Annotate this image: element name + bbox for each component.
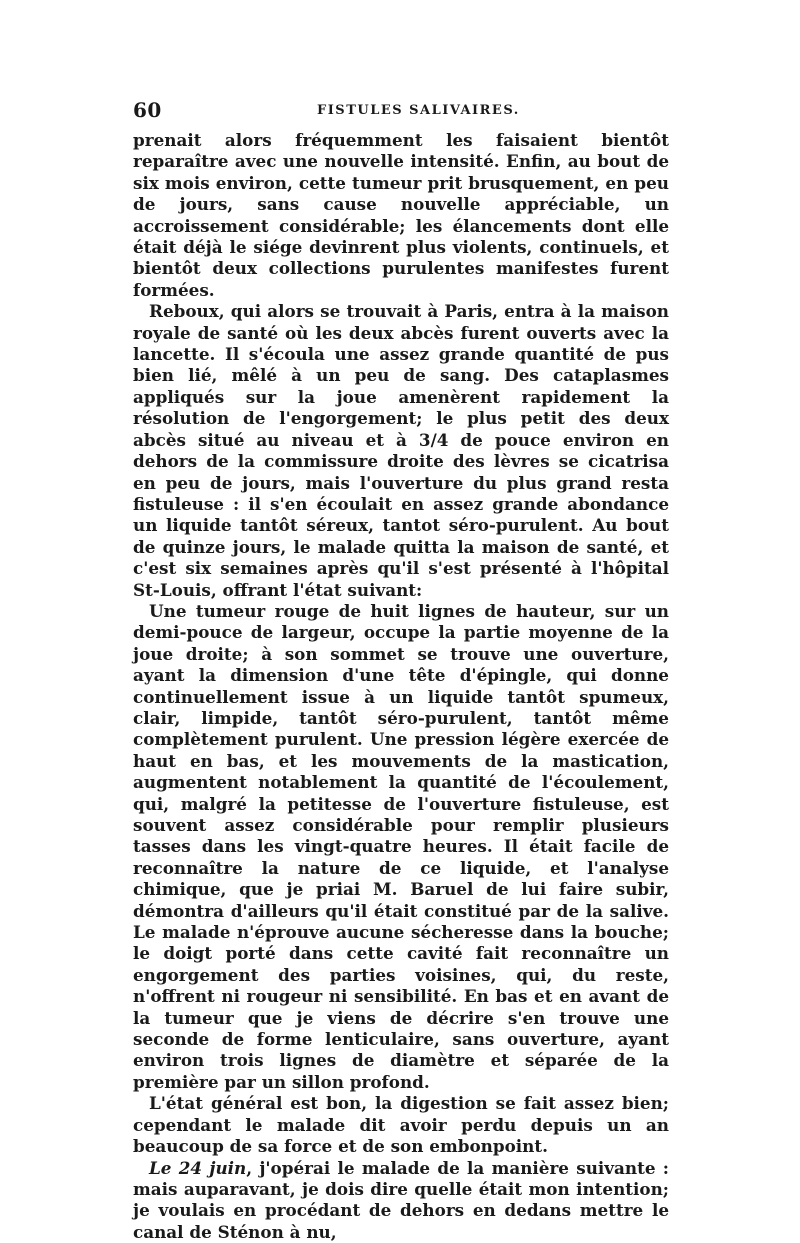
page-number: 60 [133, 98, 162, 122]
paragraph-3 [133, 601, 669, 1093]
running-title: FISTULES SALIVAIRES. [317, 103, 520, 118]
paragraph-5 [133, 1158, 669, 1243]
paragraph-text: , j'opérai le malade de la manière suivante : mais auparavant, je dois dire quelle était mon intention; je voulais en procédant de dehors en dedans mettre le canal de Sténon à nu, [133, 1158, 669, 1242]
paragraph-text: Une tumeur rouge de huit lignes de hauteur, sur un demi-pouce de largeur, occupe la partie moyenne de la joue droite; à son sommet se trouve une ouverture, ayant la dimension d'une tête d'épingle, qui donne continuellement issue à un liquide tantôt spumeux, clair, limpide, tantôt séro-purulent, tantôt même complètement purulent. Une pression légère exercée de haut en bas, et les mouvements de la mastication, augmentent notablement la quantité de l'écoulement, qui, malgré la petitesse de l'ouverture fistuleuse, est souvent assez considérable pour remplir plusieurs tasses dans les vingt-quatre heures. Il était facile de reconnaître la nature de ce liquide, et l'analyse chimique, que je priai M. Baruel de lui faire subir, démontra d'ailleurs qu'il était constitué par de la salive. Le malade n'éprouve aucune sécheresse dans la bouche; le doigt porté dans cette cavité fait reconnaître un engorgement des parties voisines, qui, du reste, n'offrent ni rougeur ni sensibilité. En bas et en avant de la tumeur que je viens de décrire s'en trouve une seconde de forme lenticulaire, sans ouverture, ayant environ trois lignes de diamètre et séparée de la première par un sillon profond. [133, 601, 669, 1092]
body-text [133, 130, 669, 1243]
date-lead: Le 24 juin [149, 1158, 246, 1178]
running-head [133, 98, 669, 124]
paragraph-text: Reboux, qui alors se trouvait à Paris, entra à la maison royale de santé où les deux abcès furent ouverts avec la lancette. Il s'écoula une assez grande quantité de pus bien lié, mêlé à un peu de sang. Des cataplasmes appliqués sur la joue amenèrent rapidement la résolution de l'engorgement; le plus petit des deux abcès situé au niveau et à 3/4 de pouce environ en dehors de la commissure droite des lèvres se cicatrisa en peu de jours, mais l'ouverture du plus grand resta fistuleuse : il s'en écoulait en assez grande abondance un liquide tantôt séreux, tantot séro-purulent. Au bout de quinze jours, le malade quitta la maison de santé, et c'est six semaines après qu'il s'est présenté à l'hôpital St-Louis, offrant l'état suivant: [133, 301, 669, 599]
paragraph-2 [133, 301, 669, 601]
paragraph-text: L'état général est bon, la digestion se fait assez bien; cependant le malade dit avoir perdu depuis un an beaucoup de sa force et de son embonpoint. [133, 1093, 669, 1156]
paragraph-1 [133, 130, 669, 301]
paragraph-text: prenait alors fréquemment les faisaient bientôt reparaître avec une nouvelle intensité. Enfin, au bout de six mois environ, cette tumeur prit brusquement, en peu de jours, sans cause nouvelle appréciable, un accroissement considérable; les élancements dont elle était déjà le siége devinrent plus violents, continuels, et bientôt deux collections purulentes manifestes furent formées. [133, 130, 669, 300]
paragraph-4 [133, 1093, 669, 1157]
book-page [133, 98, 669, 1243]
